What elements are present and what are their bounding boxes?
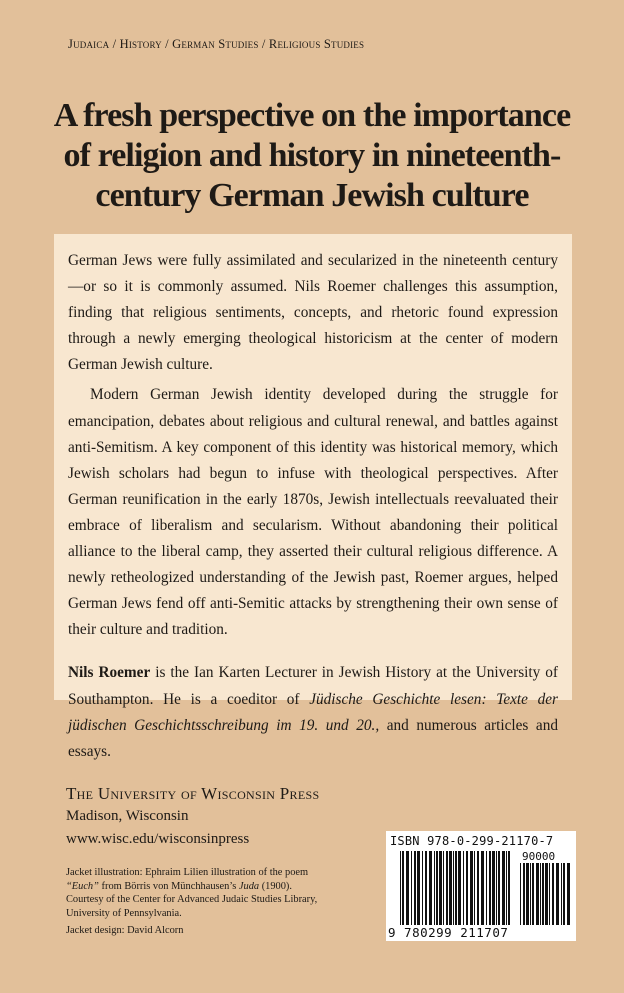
barcode-bar (446, 851, 448, 925)
barcode-bar (532, 863, 534, 925)
barcode-bar (470, 851, 473, 925)
illustration-credit (66, 866, 326, 920)
barcode-bar (453, 851, 454, 925)
barcode-bar (429, 851, 432, 925)
jacket-credits (66, 866, 326, 938)
author-bio (68, 660, 558, 764)
design-credit: Jacket design: David Alcorn (66, 925, 184, 936)
coedited-book-title: Jüdische Geschichte lesen: Texte der jüdischen Geschichtsschreibung im 19. und 20., (68, 690, 559, 734)
headline-line-1: A fresh perspective on the importance (53, 97, 571, 134)
barcode-bar (526, 863, 529, 925)
description-paragraph-2: Modern German Jewish identity developed during the struggle for emancipation, debates about religious and cultural renewal, and battles against anti-Semitism. A key component of this identity was historical memory, which Jewish scholars had begun to infuse with theological perspectives. After German reunification in the early 1870s, Jewish intellectuals reevaluated their embrace of liberalism and secularism. Without abandoning their political alliance to the liberal camp, they asserted their cultural religious difference. A newly retheologized understanding of the Jewish past, Roemer argues, helped German Jews fend off anti-Semitic attacks by strengthening their own sense of their culture and tradition. (68, 386, 558, 639)
barcode-bar (563, 863, 565, 925)
headline-line-3: century German Jewish culture (95, 177, 529, 214)
barcode-bar (449, 851, 452, 925)
barcode-bar (561, 863, 562, 925)
barcode-bar (506, 851, 507, 925)
publisher-url: www.wisc.edu/wisconsinpress (66, 831, 250, 847)
barcode-bar (498, 851, 500, 925)
barcode-panel (386, 831, 576, 941)
description-paragraph-1: German Jews were fully assimilated and secularized in the nineteenth century—or so it is commonly assumed. Nils Roemer challenges this assumption, finding that religious sentiments, concepts, and rhetoric found expression through a newly emerging theological historicism at the center of modern German Jewish culture. (68, 252, 558, 374)
illustration-credit-text: Jacket illustration: Ephraim Lilien illustration of the poem (66, 867, 309, 878)
barcode-bar (486, 851, 487, 925)
description-panel (54, 234, 572, 760)
author-bio-text-end: and numerous articles and essays. (68, 716, 558, 760)
barcode-bar (481, 851, 484, 925)
barcode-bar (406, 851, 409, 925)
barcode-bar (414, 851, 416, 925)
price-code: 90000 (522, 850, 556, 863)
subject-categories: Judaica / History / German Studies / Religious Studies (68, 37, 365, 51)
barcode-bar (520, 863, 521, 925)
barcode-bar (463, 851, 464, 925)
barcode-bar (466, 851, 468, 925)
barcode-bar (422, 851, 423, 925)
barcode-bar (417, 851, 420, 925)
publisher-city: Madison, Wisconsin (66, 808, 189, 824)
barcode-bar (474, 851, 475, 925)
barcode-bar (545, 863, 548, 925)
barcode-bar (400, 851, 401, 925)
barcode-bar (536, 863, 539, 925)
barcode-bar (443, 851, 444, 925)
barcode-bar (425, 851, 427, 925)
barcode-bar (552, 863, 554, 925)
barcode-bar (458, 851, 461, 925)
ean-digits: 9 780299 211707 (388, 925, 509, 940)
author-name: Nils Roemer (68, 664, 151, 682)
barcode-bar (542, 863, 544, 925)
barcode-bar (439, 851, 442, 925)
barcode-bar (489, 851, 491, 925)
barcode-bar (549, 863, 550, 925)
barcode-bar (556, 863, 559, 925)
barcode-bar (567, 863, 570, 925)
barcode-bar (455, 851, 457, 925)
barcode-bar (434, 851, 435, 925)
isbn-number: ISBN 978-0-299-21170-7 (390, 834, 554, 848)
illustration-credit-end: (1900). Courtesy of the Center for Advanced Judaic Studies Library, University of Pennsylvania. (66, 880, 318, 919)
barcode-bar (502, 851, 505, 925)
publisher-name: The University of Wisconsin Press (66, 784, 320, 803)
illustration-credit-mid: from Börris von Münchhausen’s (98, 880, 239, 892)
barcode-bar (402, 851, 404, 925)
barcode-bar (411, 851, 412, 925)
barcode-bar (523, 863, 525, 925)
barcode-bar (508, 851, 510, 925)
source-book-title: Juda (238, 880, 260, 892)
ean-barcode-bars (400, 851, 510, 925)
publisher-info (66, 782, 319, 851)
author-bio-text: is the Ian Karten Lecturer in Jewish History at the University of Southampton. He is a coeditor of (68, 664, 558, 708)
barcode-bar (492, 851, 495, 925)
poem-title: “Euch” (66, 880, 99, 892)
headline (40, 96, 584, 216)
barcode-bar (540, 863, 541, 925)
addon-barcode-bars (520, 863, 570, 925)
barcode-bar (436, 851, 438, 925)
headline-line-2: of religion and history in nineteenth- (63, 137, 561, 174)
barcode-bar (530, 863, 531, 925)
barcode-bar (496, 851, 497, 925)
barcode-bar (477, 851, 479, 925)
